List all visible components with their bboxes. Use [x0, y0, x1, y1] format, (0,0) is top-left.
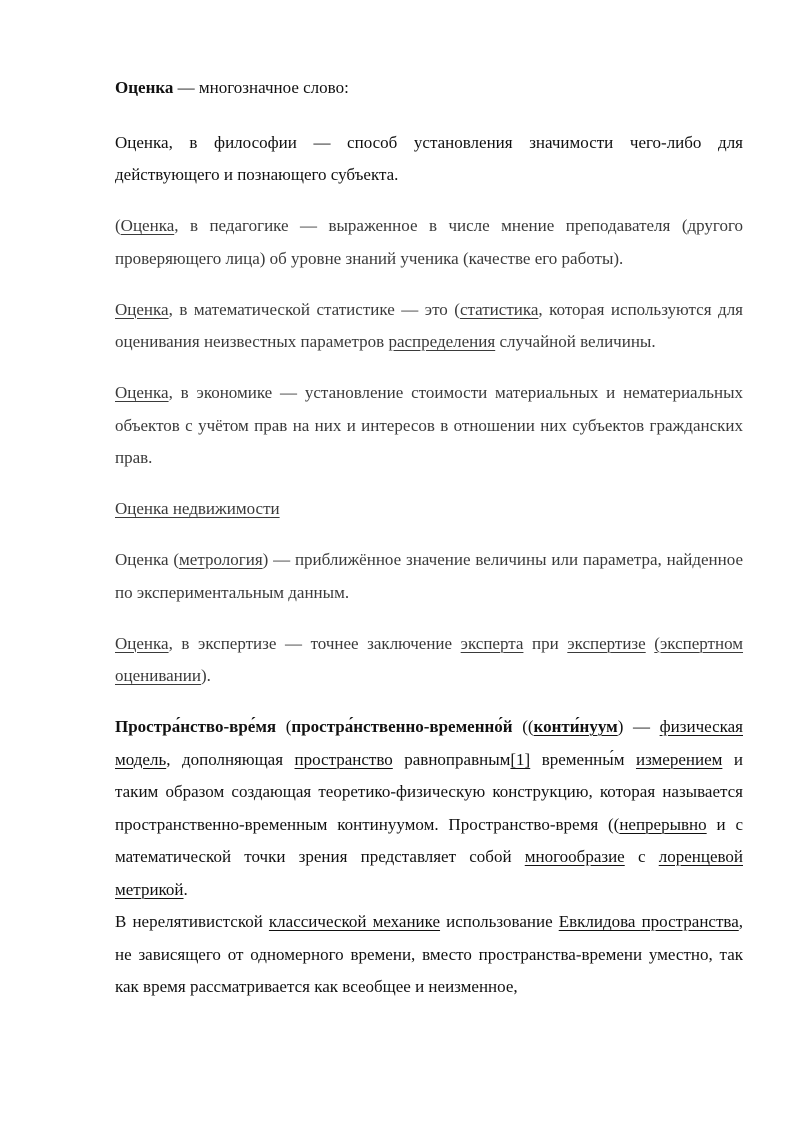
link-ocenka[interactable]: Оценка: [115, 633, 169, 653]
link-raspredeleniya[interactable]: распределения: [388, 332, 496, 351]
link-izmereniem[interactable]: измерением: [635, 749, 723, 769]
paragraph-statistics: Оценка, в математической статистике — это (статистика, которая используются для оценивания неизвестных параметров распределения случайной величины.: [115, 299, 743, 351]
link-evklidova-prostranstva[interactable]: Евклидова пространства: [558, 912, 739, 931]
link-prostranstvo[interactable]: пространство: [294, 749, 393, 769]
paragraph-pedagogy: (Оценка, в педагогике — выраженное в числе мнение преподавателя (другого проверяющего лица) об уровне знаний ученика (качестве его работы).: [115, 216, 743, 268]
link-nepreryvno[interactable]: непрерывно: [619, 814, 707, 834]
link-footnote-1[interactable]: [1]: [510, 749, 531, 769]
paragraph-expertise: Оценка, в экспертизе — точнее заключение эксперта при экспертизе (экспертном оценивании).: [115, 633, 744, 685]
term-bold: Оценка: [115, 78, 174, 97]
link-ekspertize[interactable]: экспертизе: [567, 633, 646, 653]
paragraph-metrology: Оценка (метрология) — приближённое значение величины или параметра, найденное по экспериментальным данным.: [115, 550, 743, 602]
link-fizicheskaya-model[interactable]: физическая модель: [115, 717, 743, 769]
paragraph-philosophy: Оценка, в философии — способ установления значимости чего-либо для действующего и познающего субъекта.: [115, 132, 743, 184]
link-mnogoobrazie[interactable]: многообразие: [524, 847, 625, 866]
paragraph-spacetime: Простра́нство-вре́мя (простра́нственно-временно́й ((конти́нуум) — физическая модель, дополняющая пространство равноправным[1] временны́м измерением и таким образом создающая теоретико-физическую конструкцию, которая называется пространственно-временным континуумом. Пространство-время ((непрерывно и с математической точки зрения представляет собой многообразие с лоренцевой метрикой.: [115, 717, 743, 899]
term-spacetime: Простра́нство-вре́мя: [115, 717, 277, 736]
link-ocenka-nedvizhimosti[interactable]: Оценка недвижимости: [115, 499, 280, 518]
paragraph-classical-mechanics: В нерелятивистской классической механике использование Евклидова пространства, не зависящего от одномерного времени, вместо пространства-времени уместно, так как время рассматривается как всеобщее и неизменное,: [115, 912, 743, 996]
link-statistika[interactable]: статистика: [459, 299, 539, 319]
link-metrologiya[interactable]: метрология: [179, 550, 263, 569]
link-ocenka[interactable]: Оценка: [115, 383, 169, 402]
document-page: [115, 72, 743, 1004]
paragraph-real-estate: [115, 493, 743, 526]
term-spacetime-adj: простра́нственно-временно́й: [291, 717, 513, 736]
paragraph-intro: Оценка — многозначное слово:: [115, 78, 349, 97]
link-lorentsevoy-metrikoy[interactable]: лоренцевой метрикой: [115, 847, 743, 899]
paragraph-economics: Оценка, в экономике — установление стоимости материальных и нематериальных объектов с учётом прав на них и интересов в отношении них субъектов гражданских прав.: [115, 383, 743, 467]
link-ocenka[interactable]: Оценка: [115, 299, 169, 319]
link-kontinuum[interactable]: конти́нуум: [533, 717, 618, 736]
link-ocenka[interactable]: Оценка: [120, 216, 175, 235]
link-ekspertnom-ocenivanii[interactable]: (экспертном оценивании: [115, 633, 744, 685]
link-klassicheskoy-mekhanike[interactable]: классической механике: [268, 912, 441, 931]
link-eksperta[interactable]: эксперта: [460, 633, 524, 653]
